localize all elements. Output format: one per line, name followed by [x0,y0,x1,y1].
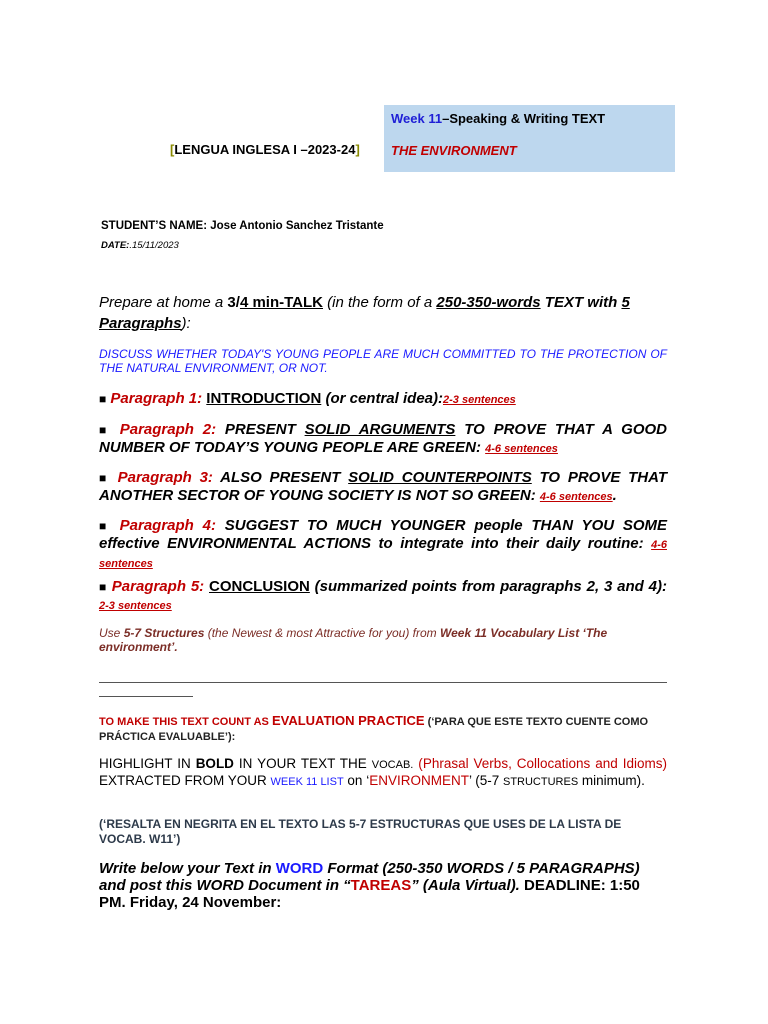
course-name: LENGUA INGLESA I –2023-24 [174,142,356,157]
prompt-part: TEXT with [540,294,622,311]
prompt-part: ): [181,315,191,332]
sentence-count: 2-3 sentences [99,600,172,612]
highlight-part: ( [413,756,423,771]
sentence-count: 4-6 sentences [539,491,613,503]
evaluation-part: (‘PARA QUE ESTE TEXTO CUENTE COMO PRÁCTICA EVALUABLE’) [99,716,649,743]
evaluation-note [99,713,667,745]
highlight-part: HIGHLIGHT IN [99,756,196,771]
paragraph-label: Paragraph 1: [110,390,203,407]
paragraph-part: INTRODUCTION [206,390,322,407]
final-part: WORD [275,860,324,877]
paragraph-part: CONCLUSION [209,578,310,595]
paragraph-part: PRESENT [216,421,305,438]
prompt-part: (in the form of a [323,294,437,311]
use-part: (the Newest & most Attractive for you) from [204,626,441,640]
final-part: Write below your Text in [99,860,276,877]
paragraph-part: (or central idea): [321,390,443,407]
highlight-part: Phrasal Verbs, Collocations and Idioms) [422,756,668,771]
paragraph-3-instruction [99,469,667,506]
highlight-part: ’ (5-7 [468,773,503,788]
paragraph-label: Paragraph 2: [119,421,217,438]
prompt-part: Prepare at home a [99,294,228,311]
highlight-part: EXTRACTED FROM YOUR [99,773,271,788]
paragraph-part: (summarized points from paragraphs 2, 3 and 4): [309,578,667,595]
highlight-part: VOCAB. [371,759,414,771]
final-part: ” (Aula Virtual). [411,877,520,894]
prompt-part: Paragraphs [99,315,182,332]
bullet-icon: ■ [99,423,111,437]
bullet-icon: ■ [99,392,107,406]
student-name: STUDENT’S NAME: Jose Antonio Sanchez Tristante [101,220,384,232]
date-line [101,240,179,251]
date-label: DATE: [101,240,130,251]
prompt-part: 250-350-words [436,294,541,311]
paragraph-4-instruction [99,517,667,573]
structures-instruction [99,626,667,654]
paragraph-part: ALSO PRESENT [212,469,349,486]
separator-line [99,682,667,683]
final-part: Format (250-350 WORDS / 5 PARAGRAPHS) and post this WORD Document in “ [99,860,640,894]
use-part: Week 11 Vocabulary List ‘The environment’. [99,626,608,654]
evaluation-part: TO MAKE THIS TEXT COUNT AS [99,716,272,728]
use-part: Use [99,626,124,640]
final-part: TAREAS [350,877,412,894]
highlight-part: WEEK 11 LIST [270,776,344,788]
highlight-part: on ‘ [343,773,370,788]
paragraph-2-instruction [99,421,667,458]
topic-title: THE ENVIRONMENT [391,143,517,158]
discussion-question: DISCUSS WHETHER TODAY'S YOUNG PEOPLE ARE MUCH COMMITTED TO THE PROTECTION OF THE NATURAL ENVIRONMENT, OR NOT. [99,347,667,375]
course-title [170,142,360,157]
use-part: 5-7 Structures [123,626,205,640]
sentence-count: 4-6 sentences [99,539,667,570]
date-value: .15/11/2023 [129,240,179,251]
bullet-icon: ■ [99,471,110,485]
paragraph-1-instruction [99,390,667,409]
highlight-part: ENVIRONMENT [369,773,469,788]
highlight-instruction [99,756,667,790]
final-part: DEADLINE: 1:50 PM. Friday, 24 November: [99,877,640,911]
separator-line-short [99,696,193,697]
evaluation-part: : [231,731,236,743]
paragraph-part: . [612,487,617,504]
submission-instruction [99,860,669,911]
bracket-close: ] [355,142,360,157]
paragraph-5-instruction [99,578,667,615]
highlight-part: IN YOUR TEXT THE [233,756,372,771]
paragraph-part: SOLID ARGUMENTS [304,421,456,438]
paragraph-part: TO PROVE THAT A GOOD NUMBER OF TODAY’S YOUNG PEOPLE ARE GREEN: [99,421,667,456]
paragraph-part: TO PROVE THAT ANOTHER SECTOR OF YOUNG SOCIETY IS NOT SO GREEN: [99,469,667,504]
prompt-part: 5 [621,294,630,311]
prompt-part: 4 min-TALK [239,294,323,311]
week-number: Week 11 [391,111,443,126]
prompt-text [99,292,669,334]
prompt-part: 3/ [227,294,240,311]
sentence-count: 2-3 sentences [443,394,516,406]
bracket-open: [ [170,142,175,157]
paragraph-part: SUGGEST TO MUCH YOUNGER people THAN YOU SOME effective ENVIRONMENTAL ACTIONS to integrate into their daily routine: [99,517,668,552]
paragraph-label: Paragraph 3: [117,469,213,486]
highlight-part: BOLD [195,756,234,771]
week-title [391,111,605,126]
highlight-part: minimum). [578,773,645,788]
spanish-note: (‘RESALTA EN NEGRITA EN EL TEXTO LAS 5-7 ESTRUCTURAS QUE USES DE LA LISTA DE VOCAB. W11’) [99,817,622,846]
bullet-icon: ■ [99,580,107,594]
paragraph-part: SOLID COUNTERPOINTS [348,469,532,486]
paragraph-label: Paragraph 4: [119,517,216,534]
evaluation-part: EVALUATION PRACTICE [271,713,425,728]
paragraph-label: Paragraph 5: [111,578,205,595]
bullet-icon: ■ [99,519,111,533]
sentence-count: 4-6 sentences [485,443,558,455]
highlight-part: STRUCTURES [502,776,579,788]
week-subtitle: –Speaking & Writing TEXT [442,111,606,126]
